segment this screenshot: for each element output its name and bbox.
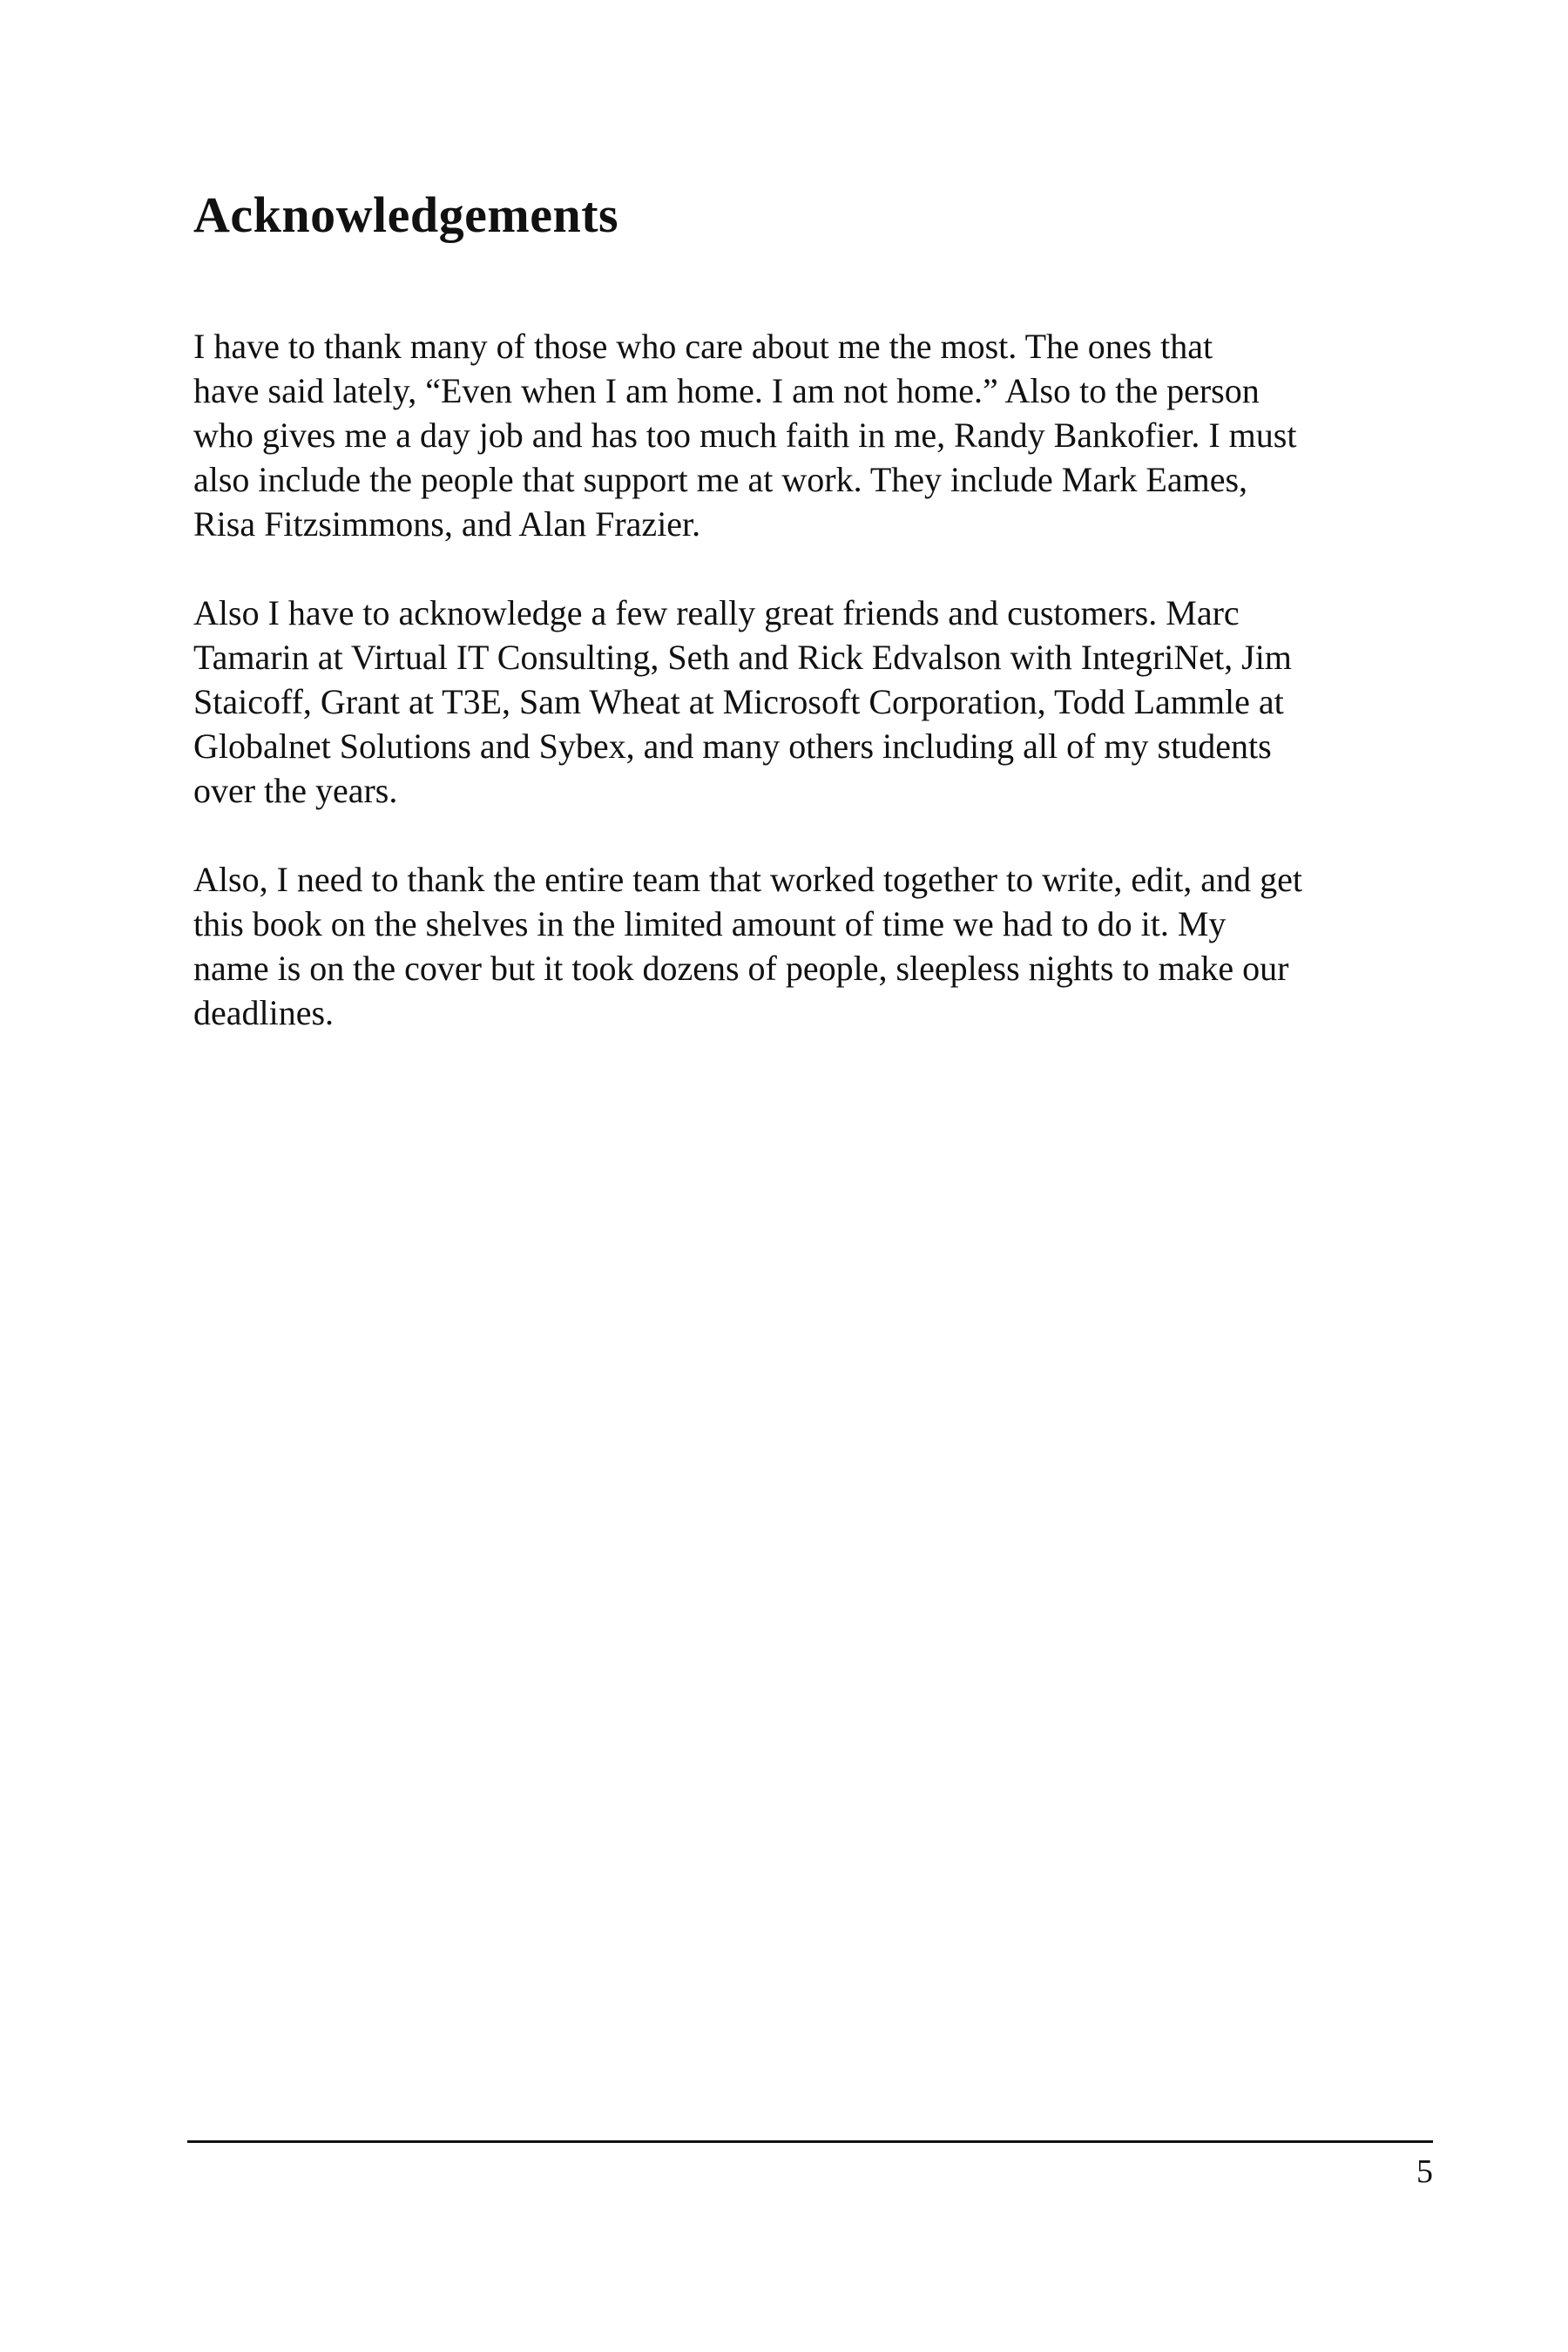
paragraph-3 bbox=[193, 857, 1448, 1035]
text-line: I have to thank many of those who care about me the most. The ones that bbox=[193, 327, 1213, 366]
page-number: 5 bbox=[1416, 2153, 1433, 2190]
text-line: Also, I need to thank the entire team that worked together to write, edit, and get bbox=[193, 860, 1302, 899]
text-line: Also I have to acknowledge a few really great friends and customers. Marc bbox=[193, 593, 1240, 632]
text-line: Staicoff, Grant at T3E, Sam Wheat at Microsoft Corporation, Todd Lammle at bbox=[193, 682, 1284, 721]
text-line: this book on the shelves in the limited amount of time we had to do it. My bbox=[193, 904, 1227, 943]
footer-divider bbox=[187, 2140, 1433, 2143]
body-text bbox=[193, 324, 1448, 1079]
text-line: deadlines. bbox=[193, 993, 335, 1032]
paragraph-1 bbox=[193, 324, 1448, 546]
text-line: Tamarin at Virtual IT Consulting, Seth and Rick Edvalson with IntegriNet, Jim bbox=[193, 638, 1292, 677]
text-line: have said lately, “Even when I am home. I am not home.” Also to the person bbox=[193, 371, 1260, 410]
text-line: also include the people that support me at work. They include Mark Eames, bbox=[193, 460, 1248, 499]
page-title: Acknowledgements bbox=[193, 186, 619, 243]
text-line: name is on the cover but it took dozens of people, sleepless nights to make our bbox=[193, 949, 1289, 988]
text-line: Risa Fitzsimmons, and Alan Frazier. bbox=[193, 504, 701, 544]
paragraph-2 bbox=[193, 591, 1448, 813]
text-line: who gives me a day job and has too much faith in me, Randy Bankofier. I must bbox=[193, 416, 1297, 455]
text-line: over the years. bbox=[193, 771, 398, 810]
text-line: Globalnet Solutions and Sybex, and many others including all of my students bbox=[193, 727, 1272, 766]
